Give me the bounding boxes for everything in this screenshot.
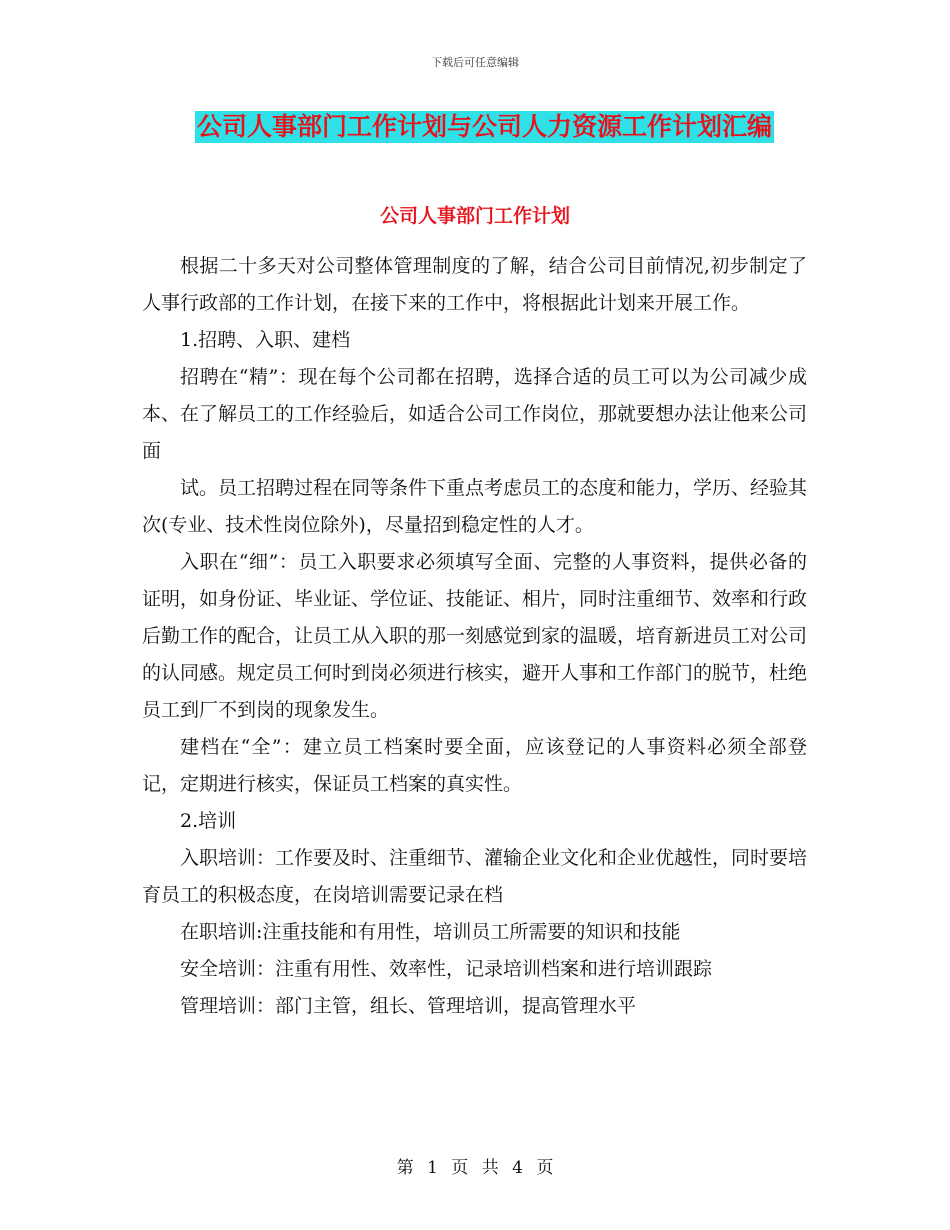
paragraph-intro: 根据二十多天对公司整体管理制度的了解，结合公司目前情况,初步制定了人事行政部的工作计划，在接下来的工作中，将根据此计划来开展工作。 <box>142 255 807 314</box>
paragraph-onboarding: 入职在“细”：员工入职要求必须填写全面、完整的人事资料，提供必备的证明，如身份证、毕业证、学位证、技能证、相片，同时注重细节、效率和行政后勤工作的配合，让员工从入职的那一刻感觉到家的温暖，培育新进员工对公司的认同感。规定员工何时到岗必须进行核实，避开人事和工作部门的脱节，杜绝员工到厂不到岗的现象发生。 <box>142 551 808 721</box>
footer-label-page-unit: 页 <box>451 1158 469 1178</box>
paragraph-management-training: 管理培训：部门主管，组长、管理培训，提高管理水平 <box>180 995 637 1017</box>
footer-current-page: 1 <box>427 1158 438 1178</box>
paragraph-onboarding-training: 入职培训：工作要及时、注重细节、灌输企业文化和企业优越性，同时要培育员工的积极态度，在岗培训需要记录在档 <box>142 847 808 906</box>
document-body <box>142 248 807 1025</box>
section-title: 公司人事部门工作计划 <box>379 205 570 227</box>
header-note: 下载后可任意编辑 <box>431 56 519 69</box>
page-footer <box>0 1153 950 1178</box>
paragraph-archiving: 建档在“全”：建立员工档案时要全面，应该登记的人事资料必须全部登记，定期进行核实，保证员工档案的真实性。 <box>142 736 807 795</box>
paragraph-recruitment-continued: 试。员工招聘过程在同等条件下重点考虑员工的态度和能力，学历、经验其次(专业、技术性岗位除外)，尽量招到稳定性的人才。 <box>142 477 808 536</box>
paragraph-in-service-training: 在职培训:注重技能和有用性，培训员工所需要的知识和技能 <box>180 921 681 943</box>
paragraph-safety-training: 安全培训：注重有用性、效率性，记录培训档案和进行培训跟踪 <box>180 958 713 980</box>
document-title: 公司人事部门工作计划与公司人力资源工作计划汇编 <box>197 112 773 141</box>
footer-label-total-unit: 页 <box>536 1158 554 1178</box>
footer-label-page: 第 <box>396 1158 414 1178</box>
footer-label-total: 共 <box>481 1158 499 1178</box>
paragraph-recruitment: 招聘在“精”：现在每个公司都在招聘，选择合适的员工可以为公司减少成本、在了解员工的工作经验后，如适合公司工作岗位，那就要想办法让他来公司面 <box>142 366 808 462</box>
heading-recruitment: 1.招聘、入职、建档 <box>180 329 351 351</box>
footer-total-pages: 4 <box>512 1158 523 1178</box>
heading-training: 2.培训 <box>180 810 237 832</box>
document-title-wrap <box>195 111 774 143</box>
